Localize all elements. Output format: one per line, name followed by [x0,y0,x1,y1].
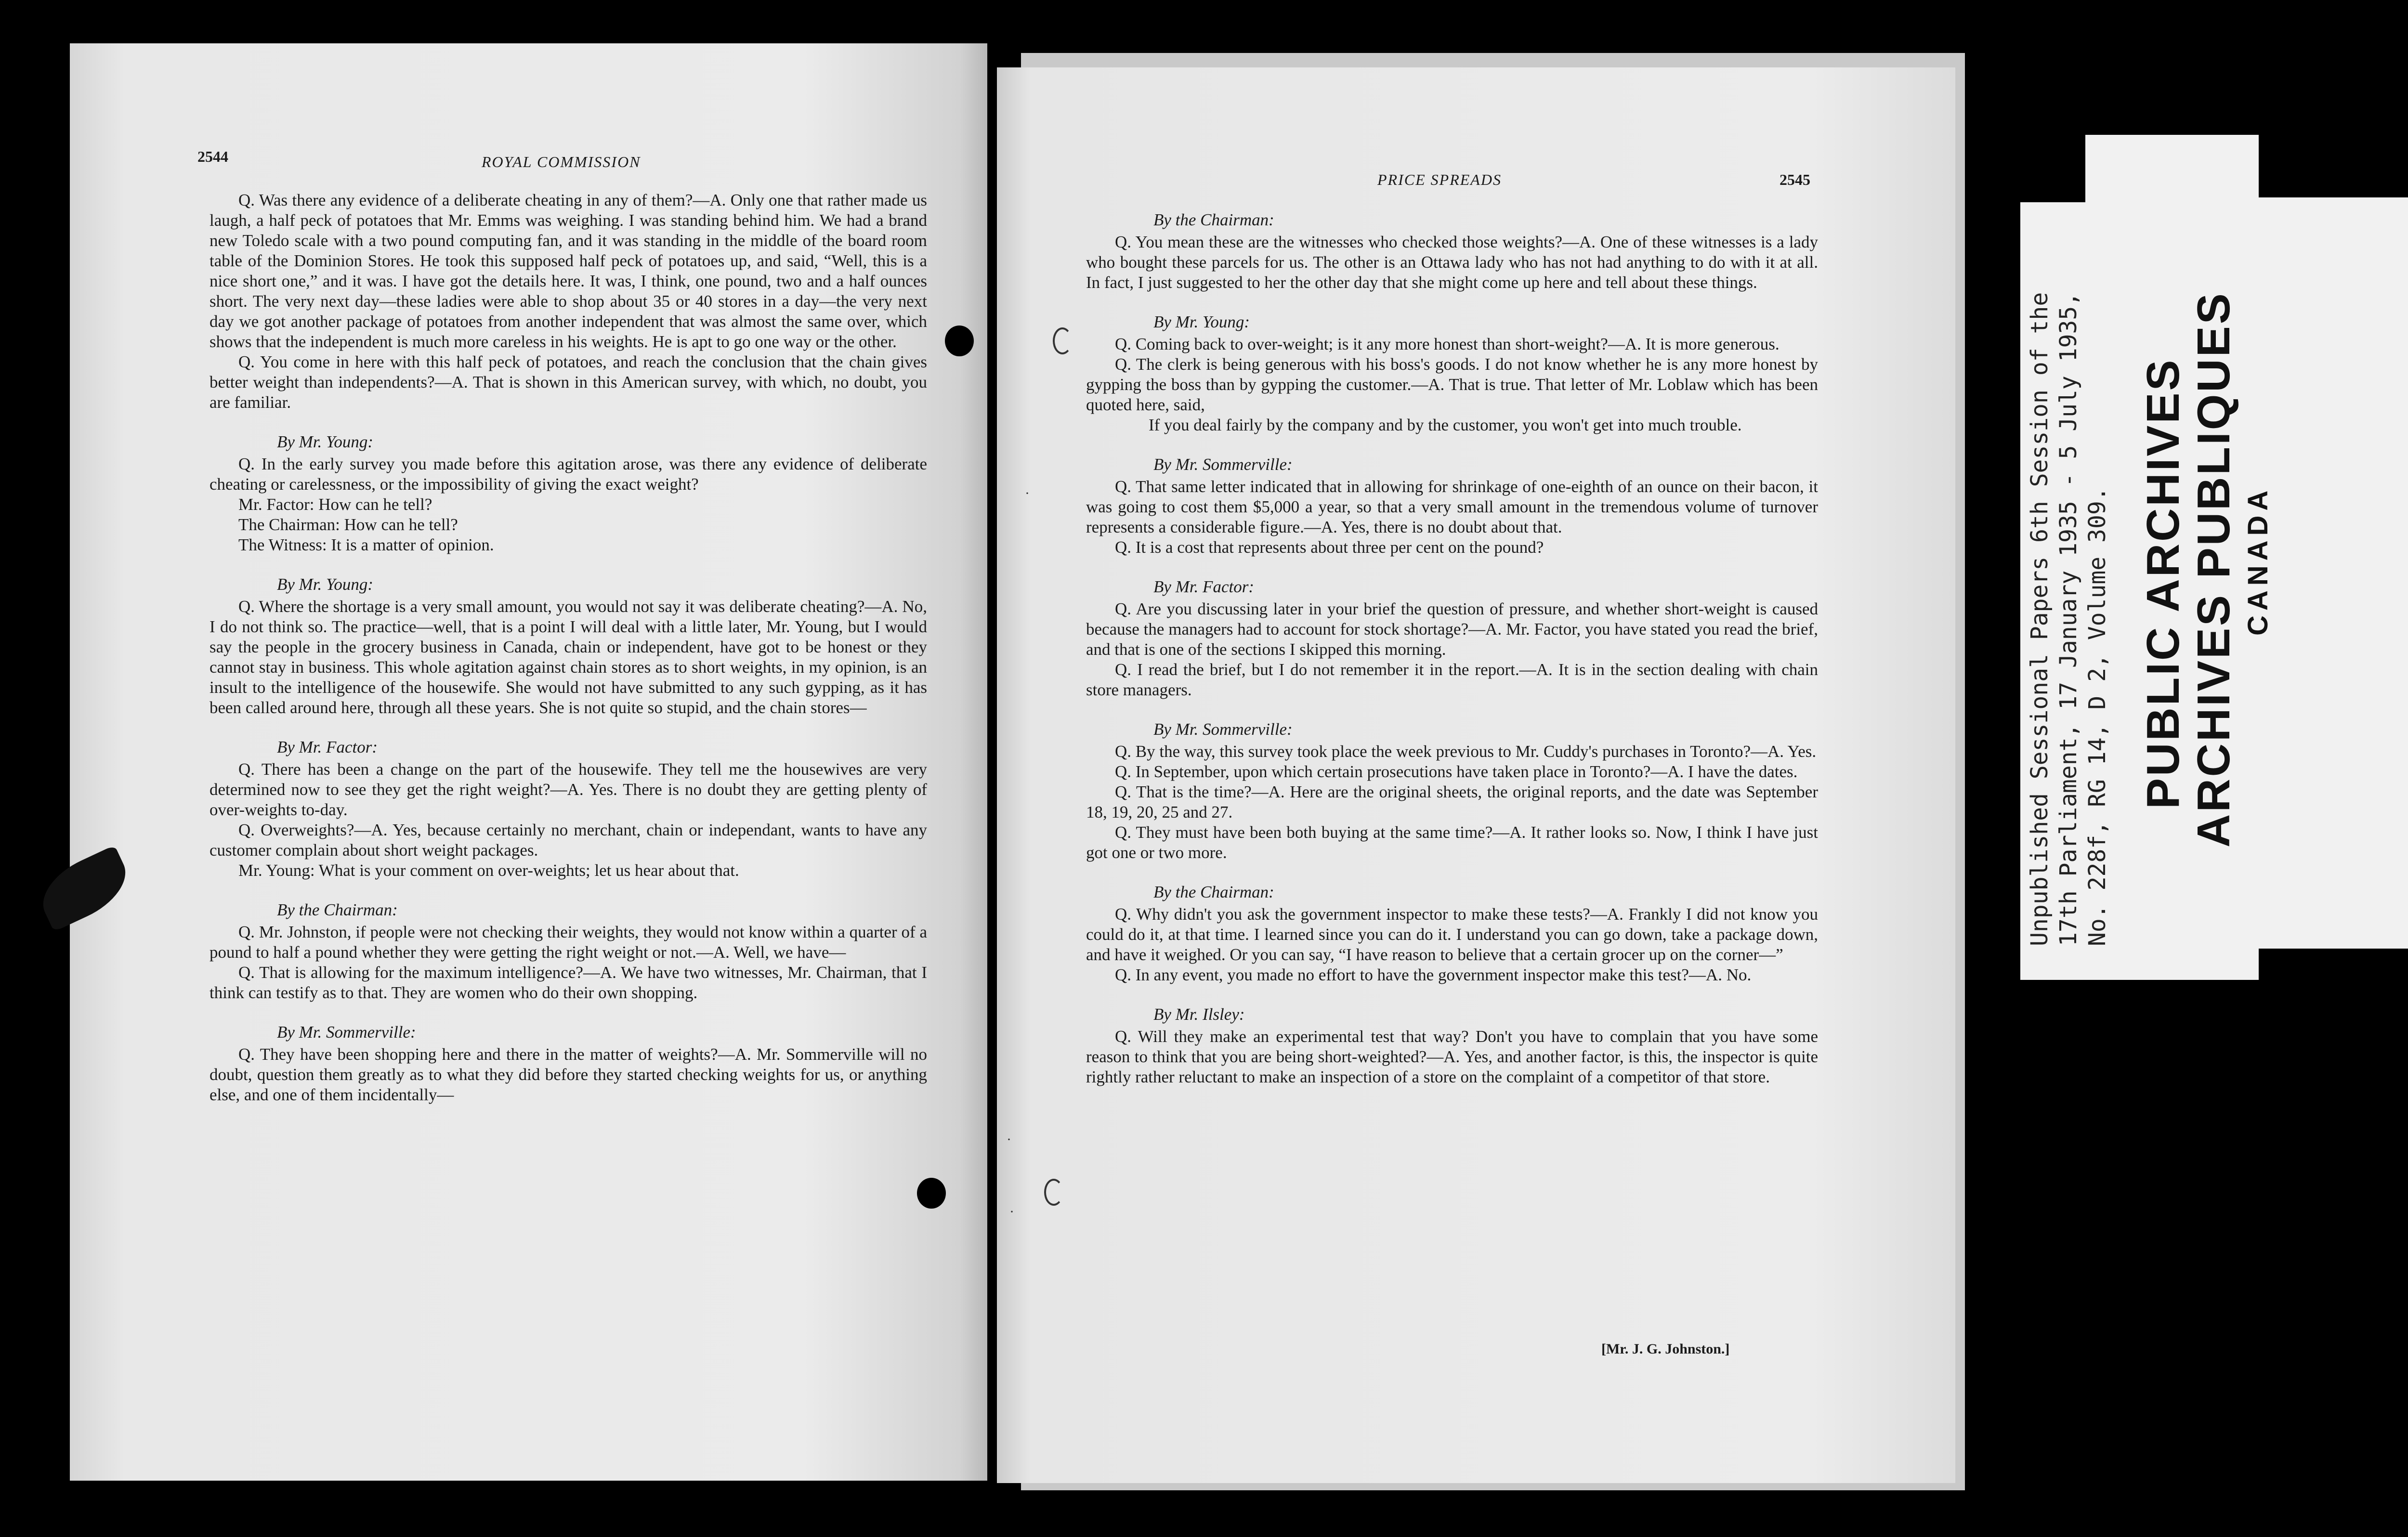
testimony-paragraph: Q. The clerk is being generous with his boss's goods. I do not know whether he is any more honest by gypping the boss than by gypping the customer.—A. That is true. That letter of Mr. Loblaw which has been quoted here, said, [1086,355,1818,414]
examiner-heading: By the Chairman: [1153,210,1274,229]
examiner-heading: By Mr. Factor: [1153,577,1254,596]
examiner-heading: By Mr. Young: [277,432,373,451]
margin-mark: · [1007,1132,1011,1147]
archive-reference-line-2: 17th Parliament, 17 January 1935 - 5 July 1935, [2055,292,2082,946]
testimony-paragraph: Q. You mean these are the witnesses who checked those weights?—A. One of these witnesses is a lady who bought these parcels for us. The other is an Ottawa lady who has not had anything to do with it at all. In fact, I just suggested to her the other day that she might come up here and tell about these things. [1086,233,1818,292]
examiner-heading: By Mr. Sommerville: [1153,455,1293,474]
testimony-paragraph: Q. In September, upon which certain prosecutions have taken place in Toronto?—A. I have the dates. [1115,762,1798,781]
examiner-heading: By Mr. Sommerville: [277,1023,416,1042]
speaker-line: The Chairman: How can he tell? [238,515,458,534]
testimony-paragraph: Q. In any event, you made no effort to have the government inspector make this test?—A. No. [1115,965,1752,984]
archive-name-en: PUBLIC ARCHIVES [2137,358,2189,809]
testimony-paragraph: Q. Overweights?—A. Yes, because certainly no merchant, chain or independant, wants to have any customer complain about short weight packages. [209,821,927,860]
testimony-paragraph: Q. That is the time?—A. Here are the original sheets, the original reports, and the date was September 18, 19, 20, 25 and 27. [1086,782,1818,821]
examiner-heading: By Mr. Ilsley: [1153,1005,1245,1024]
right-page-number: 2545 [1780,171,1810,188]
examiner-heading: By Mr. Young: [277,575,373,594]
testimony-paragraph: Q. They have been shopping here and there in the matter of weights?—A. Mr. Sommerville will no doubt, question them greatly as to what they did before they started checking weights for us, or anything else, and one of them incidentally— [209,1045,927,1104]
archive-reference-line-3: No. 228f, RG 14, D 2, Volume 309. [2084,487,2111,946]
testimony-paragraph: Q. You come in here with this half peck of potatoes, and reach the conclusion that the chain gives better weight than independents?—A. That is shown in this American survey, with which, no doubt, you are familiar. [209,352,927,412]
right-running-head: PRICE SPREADS [1377,171,1502,188]
left-running-head: ROYAL COMMISSION [482,153,641,170]
left-page-number: 2544 [197,148,228,165]
testimony-paragraph: Q. In the early survey you made before this agitation arose, was there any evidence of deliberate cheating or carelessness, or the impossibility of giving the exact weight? [209,455,927,494]
testimony-paragraph: Q. They must have been both buying at the same time?—A. It rather looks so. Now, I think I have just got one or two more. [1086,823,1818,862]
quoted-letter: If you deal fairly by the company and by the customer, you won't get into much trouble. [1149,416,1742,434]
testimony-paragraph: Q. Was there any evidence of a deliberate cheating in any of them?—A. Only one that rather made us laugh, a half peck of potatoes that Mr. Emms was weighing. I was standing behind him. We had a brand new Toledo scale with a two pound computing fan, and it was standing in the middle of the board room table of the Dominion Stores. He took this supposed half peck of potatoes up, and said, “Well, this is a nice short one,” and it was. I have got the details here. It was, I think, one pound, two and a half ounces short. The very next day—these ladies were able to shop about 35 or 40 stores in a day—the very next day we got another package of potatoes from another independent that was almost the same over, which shows that the independent is much more careless in his weights. He is apt to go one way or the other. [209,191,927,351]
testimony-paragraph: Q. By the way, this survey took place the week previous to Mr. Cuddy's purchases in Toronto?—A. Yes. [1115,742,1817,761]
left-page-text [209,190,927,1105]
testimony-paragraph: Q. That is allowing for the maximum intelligence?—A. We have two witnesses, Mr. Chairman, that I think can testify as to that. They are women who do their own shopping. [209,963,927,1002]
testimony-paragraph: Q. Are you discussing later in your brief the question of pressure, and whether short-weight is caused because the managers had to account for stock shortage?—A. Mr. Factor, you have stated you read the brief, and that is one of the sections I skipped this morning. [1086,599,1818,659]
binder-ring-bottom [1044,1179,1063,1206]
testimony-paragraph: Q. Where the shortage is a very small amount, you would not say it was deliberate cheating?—A. No, I do not think so. The practice—well, that is a point I will deal with a little later, Mr. Young, but I would say the people in the grocery business in Canada, chain or independent, have got to be honest or they cannot stay in business. This whole agitation against chain stores as to short weights, in my opinion, is an insult to the intelligence of the housewife. She would not have submitted to any such gypping, as it has been called around here, through all these years. She is not quite so stupid, and the chain stores— [209,597,927,717]
testimony-paragraph: Q. That same letter indicated that in allowing for shrinkage of one-eighth of an ounce on their bacon, it was going to cost them $5,000 a year, so that a very small amount in the tremendous volume of turnover represents a considerable figure.—A. Yes, there is no doubt about that. [1086,477,1818,536]
archive-name-fr: ARCHIVES PUBLIQUES [2188,291,2239,847]
testimony-paragraph: Q. It is a cost that represents about three per cent on the pound? [1115,538,1544,557]
archive-reference [2025,292,2112,946]
examiner-heading: By the Chairman: [277,900,398,919]
testimony-paragraph: Q. Will they make an experimental test that way? Don't you have to complain that you have some reason to think that you are being short-weighted?—A. Yes, and another factor, is this, the inspector is quite rightly rather reluctant to make an inspection of a store on the complaint of a competitor of that store. [1086,1027,1818,1086]
margin-mark: · [1009,1204,1014,1220]
binder-hole-top [945,326,974,356]
testimony-paragraph: Q. Coming back to over-weight; is it any more honest than short-weight?—A. It is more generous. [1115,335,1780,353]
examiner-heading: By Mr. Young: [1153,313,1250,331]
signature-line: [Mr. J. G. Johnston.] [1601,1341,1730,1357]
binder-ring-top [1053,327,1072,354]
testimony-paragraph: Q. Mr. Johnston, if people were not checking their weights, they would not know within a quarter of a pound to half a pound whether they were getting the right weight or not.—A. Well, we have— [209,923,927,962]
examiner-heading: By the Chairman: [1153,883,1274,901]
testimony-paragraph: Q. Why didn't you ask the government inspector to make these tests?—A. Frankly I did not know you could do it, at that time. I learned since you can do it. I understand you can go down, take a package down, and have it weighed. Or you can say, “I have reason to believe that a certain grocer up on the corner—” [1086,905,1818,964]
speaker-line: The Witness: It is a matter of opinion. [238,535,494,554]
margin-mark: · [1025,485,1030,501]
testimony-paragraph: Mr. Young: What is your comment on over-weights; let us hear about that. [238,861,739,880]
examiner-heading: By Mr. Sommerville: [1153,720,1293,739]
testimony-paragraph: Q. I read the brief, but I do not remember it in the report.—A. It is in the section dealing with chain store managers. [1086,660,1818,699]
testimony-paragraph: Q. There has been a change on the part of the housewife. They tell me the housewives are very determined now to see they get the right weight?—A. Yes. There is no doubt they are getting plenty of over-weights to-day. [209,760,927,819]
page-gutter [987,58,997,1488]
examiner-heading: By Mr. Factor: [277,738,378,756]
binder-hole-bottom [917,1178,946,1209]
archive-reference-line-1: Unpublished Sessional Papers 6th Session of the [2026,292,2053,946]
archive-country: CANADA [2242,485,2274,636]
speaker-line: Mr. Factor: How can he tell? [238,495,432,514]
right-page-text [1086,210,1818,1087]
